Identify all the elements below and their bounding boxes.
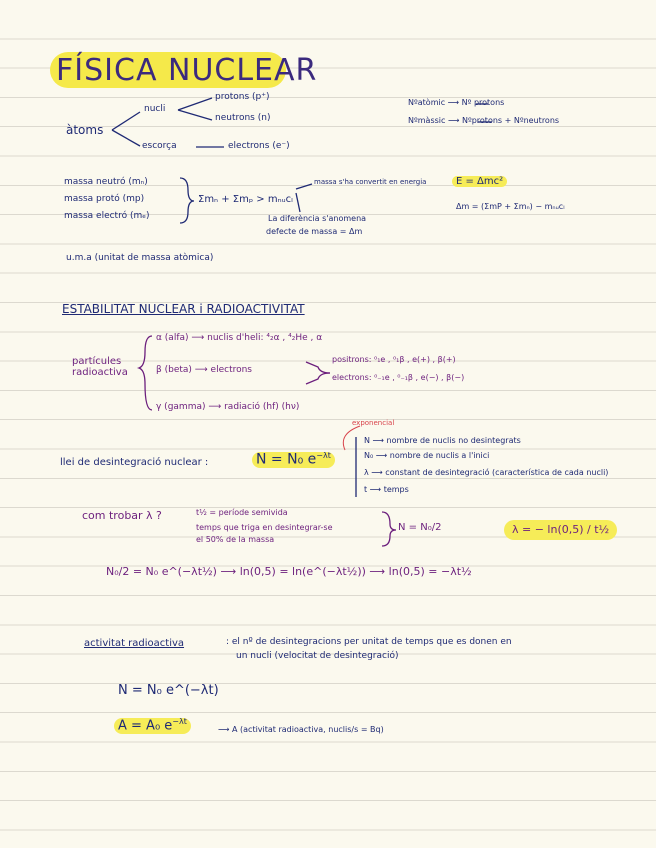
number-formula: N = N₀ e^(−λt) xyxy=(118,683,219,698)
difference-note: La diferència s'anomena xyxy=(268,214,367,223)
particles-label: partícules radioactiva xyxy=(72,356,128,378)
activity-heading: activitat radioactiva xyxy=(84,638,185,649)
mass-converted-note: massa s'ha convertit en energia xyxy=(314,178,427,186)
atoms-label: àtoms xyxy=(66,123,104,137)
decay-def-n: N ⟶ nombre de nuclis no desintegrats xyxy=(364,436,521,445)
electrons-list: electrons: ⁰₋₁e , ⁰₋₁β , e(−) , β(−) xyxy=(332,373,465,382)
neutrons-label: neutrons (n) xyxy=(215,113,271,123)
lambda-formula: λ = − ln(0,5) / t½ xyxy=(504,520,617,540)
mass-defect-note: defecte de massa = Δm xyxy=(266,227,363,236)
decay-def-t: t ⟶ temps xyxy=(364,485,409,494)
decay-def-lambda: λ ⟶ constant de desintegració (característica de cada nucli) xyxy=(364,468,609,477)
activity-definition-1: : el nº de desintegracions per unitat de temps que es donen en xyxy=(226,637,512,647)
half-life-def: t½ = període semivida xyxy=(196,508,288,517)
half-life-desc-2: el 50% de la massa xyxy=(196,535,275,544)
decay-def-n0: N₀ ⟶ nombre de nuclis a l'inici xyxy=(364,451,490,460)
half-life-desc-1: temps que triga en desintegrar-se xyxy=(196,523,333,532)
decay-formula-exponent: −λt xyxy=(316,451,331,460)
n-half-formula: N = N₀/2 xyxy=(398,522,442,533)
activity-definition-2: un nucli (velocitat de desintegració) xyxy=(236,651,399,661)
decay-law-formula xyxy=(252,452,335,468)
gamma-particle: γ (gamma) ⟶ radiació (hf) (hν) xyxy=(156,402,300,412)
mass-number: Nºmàssic ⟶ Nºprotons + Nºneutrons xyxy=(408,116,560,125)
exponential-note: exponencial xyxy=(352,419,395,427)
activity-formula xyxy=(114,718,191,734)
positrons-list: positrons: ⁰₁e , ⁰₁β , e(+) , β(+) xyxy=(332,355,456,364)
emc2-formula: E = Δmc² xyxy=(452,176,507,187)
nucli-label: nucli xyxy=(144,104,166,114)
escorsa-label: escorça xyxy=(142,141,177,151)
activity-formula-exponent: −λt xyxy=(172,717,187,726)
lambda-question: com trobar λ ? xyxy=(82,509,162,522)
protons-label: protons (p⁺) xyxy=(215,92,270,102)
mass-inequality: Σmₙ + Σmₚ > mₙᵤcₗ xyxy=(198,194,293,205)
lambda-derivation: N₀/2 = N₀ e^(−λt½) ⟶ ln(0,5) = ln(e^(−λt½)) ⟶ ln(0,5) = −λt½ xyxy=(106,565,472,578)
proton-mass: massa protó (mp) xyxy=(64,194,145,204)
page-title: FÍSICA NUCLEAR xyxy=(56,53,318,88)
atomic-number: Nºatòmic ⟶ Nº protons xyxy=(408,98,505,107)
decay-law-label: llei de desintegració nuclear : xyxy=(60,457,209,468)
delta-m-formula: Δm = (ΣmP + Σmₙ) − mₙᵤcₗ xyxy=(456,202,565,211)
beta-particle: β (beta) ⟶ electrons xyxy=(156,365,252,375)
electrons-label: electrons (e⁻) xyxy=(228,141,290,151)
neutron-mass: massa neutró (mₙ) xyxy=(64,177,148,187)
decay-formula-base: N = N₀ e xyxy=(256,451,317,468)
activity-units: ⟶ A (activitat radioactiva, nuclis/s = Bq) xyxy=(218,725,384,734)
activity-formula-base: A = A₀ e xyxy=(118,718,173,734)
electron-mass: massa electró (mₑ) xyxy=(64,211,150,221)
alpha-particle: α (alfa) ⟶ nuclis d'heli: ⁴₂α , ⁴₂He , α xyxy=(156,333,323,343)
stability-heading: ESTABILITAT NUCLEAR i RADIOACTIVITAT xyxy=(62,302,305,316)
uma-note: u.m.a (unitat de massa atòmica) xyxy=(66,253,214,263)
